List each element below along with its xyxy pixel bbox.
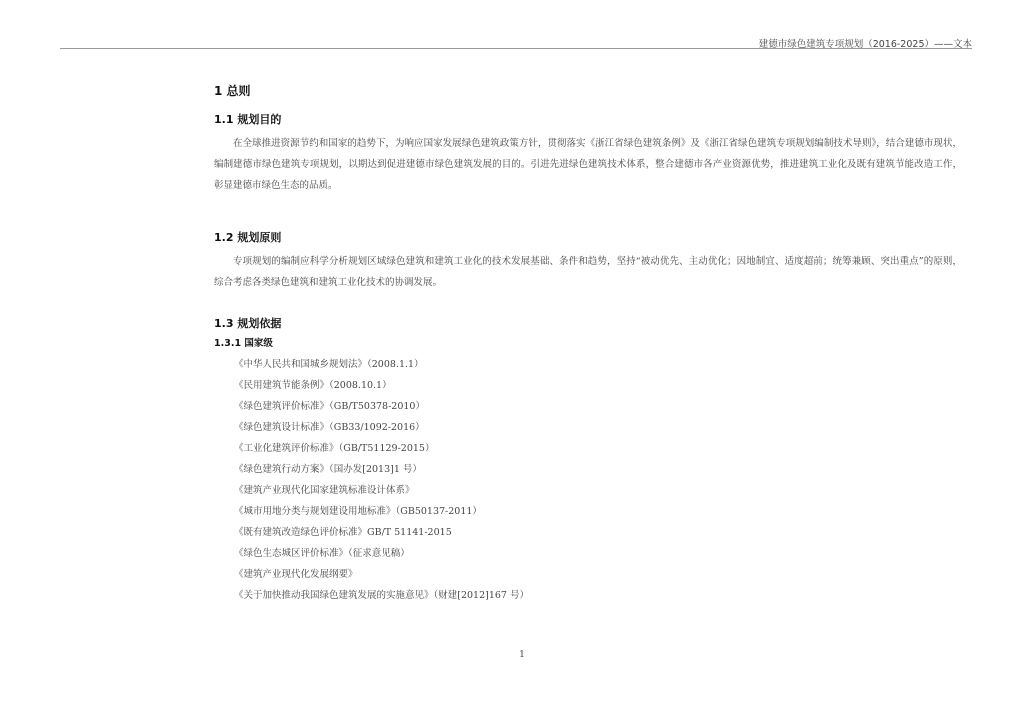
subsection-heading-national: 1.3.1 国家级 bbox=[214, 338, 273, 349]
list-item: 《工业化建筑评价标准》（GB/T51129-2015） bbox=[234, 443, 435, 454]
list-item: 《城市用地分类与规划建设用地标准》（GB50137-2011） bbox=[234, 506, 482, 517]
list-item: 《建筑产业现代化国家建筑标准设计体系》 bbox=[234, 485, 415, 496]
paragraph-principles: 专项规划的编制应科学分析规划区域绿色建筑和建筑工业化的技术发展基础、条件和趋势，坚持“被动优先、主动优化；因地制宜、适度超前；统筹兼顾、突出重点”的原则，综合考虑各类绿色建筑和建筑工业化技术的协调发展。 bbox=[214, 256, 962, 288]
list-item: 《关于加快推动我国绿色建筑发展的实施意见》（财建[2012]167 号） bbox=[234, 590, 529, 601]
section-heading-basis: 1.3 规划依据 bbox=[214, 317, 282, 330]
paragraph-purpose: 在全球推进资源节约和国家的趋势下，为响应国家发展绿色建筑政策方针，贯彻落实《浙江省绿色建筑条例》及《浙江省绿色建筑专项规划编制技术导则》，结合建德市现状，编制建德市绿色建筑专项规划，以期达到促进建德市绿色建筑发展的目的。引进先进绿色建筑技术体系，整合建德市各产业资源优势，推进建筑工业化及既有建筑节能改造工作，彰显建德市绿色生态的品质。 bbox=[214, 138, 962, 191]
document-body bbox=[214, 82, 962, 606]
page-number: 1 bbox=[519, 650, 525, 660]
section-heading-purpose: 1.1 规划目的 bbox=[214, 113, 282, 126]
list-item: 《绿色建筑评价标准》（GB/T50378-2010） bbox=[234, 401, 425, 412]
header-divider bbox=[60, 48, 972, 49]
list-item: 《中华人民共和国城乡规划法》（2008.1.1） bbox=[234, 359, 424, 370]
list-item: 《绿色生态城区评价标准》（征求意见稿） bbox=[234, 548, 410, 559]
running-header-title: 建德市绿色建筑专项规划（2016-2025）——文本 bbox=[758, 39, 972, 50]
list-item: 《建筑产业现代化发展纲要》 bbox=[234, 569, 358, 580]
list-item: 《既有建筑改造绿色评价标准》GB/T 51141-2015 bbox=[234, 527, 452, 538]
list-item: 《绿色建筑行动方案》（国办发[2013]1 号） bbox=[234, 464, 422, 475]
list-item: 《民用建筑节能条例》（2008.10.1） bbox=[234, 380, 392, 391]
chapter-heading: 1 总则 bbox=[214, 84, 251, 98]
list-item: 《绿色建筑设计标准》（GB33/1092-2016） bbox=[234, 422, 425, 433]
national-references-list bbox=[214, 354, 962, 606]
section-heading-principles: 1.2 规划原则 bbox=[214, 231, 282, 244]
